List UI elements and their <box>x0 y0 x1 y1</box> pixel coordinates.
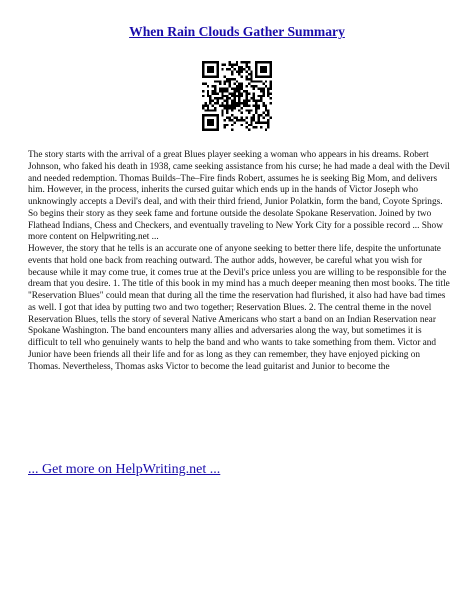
body-paragraph: However, the story that he tells is an accurate one of anyone seeking to better there life, despite the unfortunate events that hold one back from reaching outward. The author adds, however, be careful what you wish for because while it may come true, it comes true at the Devil's price unless you are willing to be responsible for the dream that you desire. 1. The title of this book in my mind has a much deeper meaning then most books. The title "Reservation Blues" could mean that during all the time the reservation had flurished, it also had have bad times as well. I got that idea by putting two and two together; Reservation Blues. 2. The central theme in the novel Reservation Blues, tells the story of several Native Americans who start a band on an Indian Reservation near Spokane Washington. The band encounters many allies and adversaries along the way, but sometimes it is difficult to tell who genuinely wants to help the band and who wants to take something from them. Victor and Junior have been friends all their life and for as long as they can remember, they have enjoyed picking on Thomas. Nevertheless, Thomas asks Victor to become the lead guitarist and Junior to become the <box>28 244 450 372</box>
document-title-link[interactable]: When Rain Clouds Gather Summary <box>129 24 345 39</box>
body-paragraph: The story starts with the arrival of a great Blues player seeking a woman who appears in his dreams. Robert Johnson, who faked his death in 1938, came seeking assistance from his curse; he had made a deal with the Devil and needed redemption. Thomas Builds–The–Fire finds Robert, assumes he is seeking Big Mom, and delivers him. However, in the process, inherits the cursed guitar which ends up in the hands of Victor Joseph who unknowingly accepts a Devil's deal, and with their third friend, Junior Polatkin, form the band, Coyote Springs. So begins their story as they seek fame and fortune outside the desolate Spokane Reservation. Joined by two Flathead Indians, Chess and Checkers, and eventually traveling to New York City for a possible record ... Show more content on Helpwriting.net ... <box>28 150 450 243</box>
document-body <box>28 150 452 373</box>
qr-code-icon <box>202 61 272 131</box>
more-content-link[interactable]: ... Get more on HelpWriting.net ... <box>28 462 221 477</box>
